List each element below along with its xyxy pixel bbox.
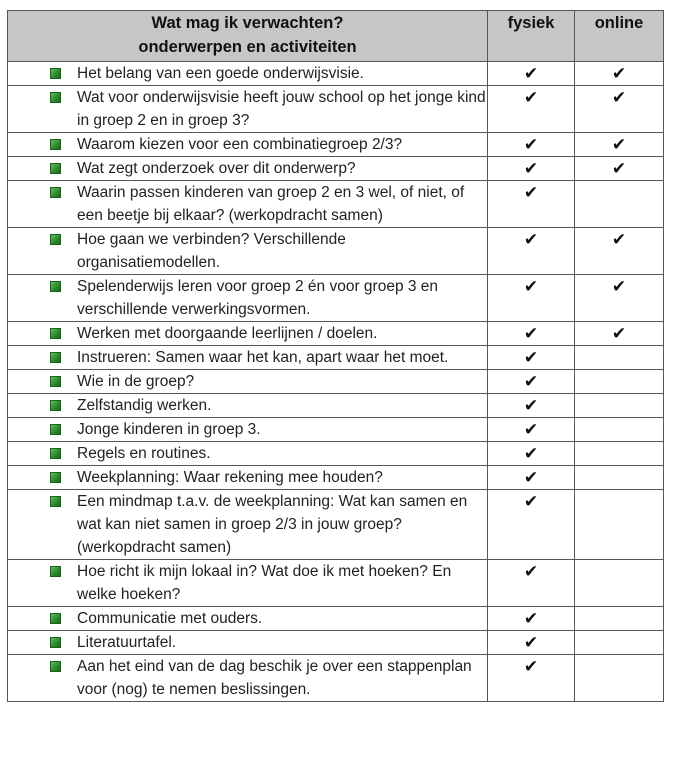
topic-text: Een mindmap t.a.v. de weekplanning: Wat kan samen en wat kan niet samen in groep 2/3 in jouw groep? (werkopdracht samen)	[77, 493, 468, 556]
square-bullet-icon	[50, 376, 61, 387]
table-row	[8, 442, 664, 466]
checkmark-icon: ✔	[523, 277, 539, 296]
topic-text: Wat voor onderwijsvisie heeft jouw school op het jonge kind in groep 2 en in groep 3?	[77, 89, 486, 129]
square-bullet-icon	[50, 613, 61, 624]
table-row	[8, 607, 664, 631]
square-bullet-icon	[50, 352, 61, 363]
topic-cell	[8, 346, 488, 370]
online-cell	[575, 655, 664, 702]
fysiek-cell	[488, 275, 575, 322]
topic-text: Weekplanning: Waar rekening mee houden?	[77, 469, 383, 486]
topic-text: Wie in de groep?	[77, 373, 195, 390]
online-cell	[575, 631, 664, 655]
online-cell	[575, 346, 664, 370]
fysiek-cell	[488, 228, 575, 275]
online-cell	[575, 133, 664, 157]
checkmark-icon: ✔	[523, 324, 539, 343]
checkmark-icon: ✔	[523, 230, 539, 249]
checkmark-icon: ✔	[611, 88, 627, 107]
checkmark-icon: ✔	[523, 468, 539, 487]
table-row	[8, 322, 664, 346]
square-bullet-icon	[50, 68, 61, 79]
fysiek-cell	[488, 418, 575, 442]
topic-text: Aan het eind van de dag beschik je over een stappenplan voor (nog) te nemen beslissingen.	[77, 658, 472, 698]
topic-cell	[8, 394, 488, 418]
square-bullet-icon	[50, 281, 61, 292]
topic-text: Hoe gaan we verbinden? Verschillende organisatiemodellen.	[77, 231, 346, 271]
topic-header-line-1: Wat mag ik verwachten?	[151, 14, 344, 32]
table-row	[8, 655, 664, 702]
topic-text: Literatuurtafel.	[77, 634, 177, 651]
topic-cell	[8, 322, 488, 346]
online-cell	[575, 607, 664, 631]
fysiek-cell	[488, 322, 575, 346]
fysiek-cell	[488, 607, 575, 631]
topic-text: Jonge kinderen in groep 3.	[77, 421, 261, 438]
online-cell	[575, 275, 664, 322]
fysiek-cell	[488, 370, 575, 394]
online-cell	[575, 157, 664, 181]
checkmark-icon: ✔	[523, 657, 539, 676]
online-cell	[575, 490, 664, 560]
checkmark-icon: ✔	[523, 372, 539, 391]
table-row	[8, 62, 664, 86]
square-bullet-icon	[50, 448, 61, 459]
topic-cell	[8, 86, 488, 133]
table-row	[8, 133, 664, 157]
topic-cell	[8, 631, 488, 655]
table-row	[8, 181, 664, 228]
table-row	[8, 418, 664, 442]
checkmark-icon: ✔	[523, 348, 539, 367]
topic-cell	[8, 442, 488, 466]
online-cell	[575, 418, 664, 442]
topic-cell	[8, 181, 488, 228]
checkmark-icon: ✔	[611, 64, 627, 83]
checkmark-icon: ✔	[523, 183, 539, 202]
table-row	[8, 86, 664, 133]
checkmark-icon: ✔	[523, 135, 539, 154]
checkmark-icon: ✔	[523, 396, 539, 415]
fysiek-cell	[488, 181, 575, 228]
table-row	[8, 631, 664, 655]
checkmark-icon: ✔	[523, 64, 539, 83]
topic-text: Het belang van een goede onderwijsvisie.	[77, 65, 364, 82]
online-cell	[575, 228, 664, 275]
topics-table-body	[8, 62, 664, 702]
online-cell	[575, 370, 664, 394]
fysiek-cell	[488, 394, 575, 418]
online-cell	[575, 62, 664, 86]
fysiek-cell	[488, 560, 575, 607]
online-cell	[575, 442, 664, 466]
topic-header-line-2: onderwerpen en activiteiten	[138, 38, 357, 56]
topic-cell	[8, 418, 488, 442]
fysiek-cell	[488, 62, 575, 86]
topic-text: Hoe richt ik mijn lokaal in? Wat doe ik met hoeken? En welke hoeken?	[77, 563, 452, 603]
table-row	[8, 394, 664, 418]
topic-cell	[8, 133, 488, 157]
online-column-header: online	[575, 11, 664, 62]
table-row	[8, 346, 664, 370]
square-bullet-icon	[50, 661, 61, 672]
topic-text: Instrueren: Samen waar het kan, apart waar het moet.	[77, 349, 449, 366]
square-bullet-icon	[50, 234, 61, 245]
online-cell	[575, 181, 664, 228]
fysiek-cell	[488, 346, 575, 370]
topic-text: Werken met doorgaande leerlijnen / doelen.	[77, 325, 378, 342]
topics-table	[7, 10, 664, 702]
topic-cell	[8, 490, 488, 560]
topic-text: Communicatie met ouders.	[77, 610, 263, 627]
checkmark-icon: ✔	[523, 88, 539, 107]
topic-cell	[8, 607, 488, 631]
checkmark-icon: ✔	[523, 492, 539, 511]
topic-text: Spelenderwijs leren voor groep 2 én voor groep 3 en verschillende verwerkingsvormen.	[77, 278, 439, 318]
online-cell	[575, 466, 664, 490]
checkmark-icon: ✔	[611, 277, 627, 296]
square-bullet-icon	[50, 496, 61, 507]
checkmark-icon: ✔	[523, 562, 539, 581]
square-bullet-icon	[50, 424, 61, 435]
header-row	[8, 11, 664, 62]
checkmark-icon: ✔	[611, 135, 627, 154]
topic-cell	[8, 62, 488, 86]
square-bullet-icon	[50, 637, 61, 648]
fysiek-cell	[488, 466, 575, 490]
table-row	[8, 466, 664, 490]
checkmark-icon: ✔	[611, 159, 627, 178]
fysiek-column-header: fysiek	[488, 11, 575, 62]
online-cell	[575, 86, 664, 133]
checkmark-icon: ✔	[523, 444, 539, 463]
topic-cell	[8, 370, 488, 394]
checkmark-icon: ✔	[611, 230, 627, 249]
fysiek-cell	[488, 655, 575, 702]
square-bullet-icon	[50, 139, 61, 150]
fysiek-cell	[488, 490, 575, 560]
checkmark-icon: ✔	[523, 420, 539, 439]
fysiek-cell	[488, 631, 575, 655]
fysiek-cell	[488, 133, 575, 157]
fysiek-cell	[488, 86, 575, 133]
checkmark-icon: ✔	[523, 159, 539, 178]
fysiek-cell	[488, 157, 575, 181]
online-cell	[575, 560, 664, 607]
table-row	[8, 275, 664, 322]
table-row	[8, 157, 664, 181]
topic-cell	[8, 157, 488, 181]
topic-cell	[8, 655, 488, 702]
checkmark-icon: ✔	[523, 609, 539, 628]
table-row	[8, 560, 664, 607]
topic-cell	[8, 275, 488, 322]
table-row	[8, 228, 664, 275]
topic-column-header	[8, 11, 488, 62]
table-row	[8, 490, 664, 560]
square-bullet-icon	[50, 400, 61, 411]
square-bullet-icon	[50, 472, 61, 483]
topic-text: Wat zegt onderzoek over dit onderwerp?	[77, 160, 356, 177]
square-bullet-icon	[50, 566, 61, 577]
square-bullet-icon	[50, 163, 61, 174]
topic-cell	[8, 560, 488, 607]
square-bullet-icon	[50, 92, 61, 103]
topic-cell	[8, 466, 488, 490]
topic-text: Waarin passen kinderen van groep 2 en 3 wel, of niet, of een beetje bij elkaar? (werkopdracht samen)	[77, 184, 465, 224]
fysiek-cell	[488, 442, 575, 466]
online-cell	[575, 394, 664, 418]
table-row	[8, 370, 664, 394]
topic-text: Regels en routines.	[77, 445, 211, 462]
checkmark-icon: ✔	[611, 324, 627, 343]
topic-text: Zelfstandig werken.	[77, 397, 212, 414]
online-cell	[575, 322, 664, 346]
checkmark-icon: ✔	[523, 633, 539, 652]
topic-cell	[8, 228, 488, 275]
topic-text: Waarom kiezen voor een combinatiegroep 2/3?	[77, 136, 403, 153]
square-bullet-icon	[50, 328, 61, 339]
square-bullet-icon	[50, 187, 61, 198]
